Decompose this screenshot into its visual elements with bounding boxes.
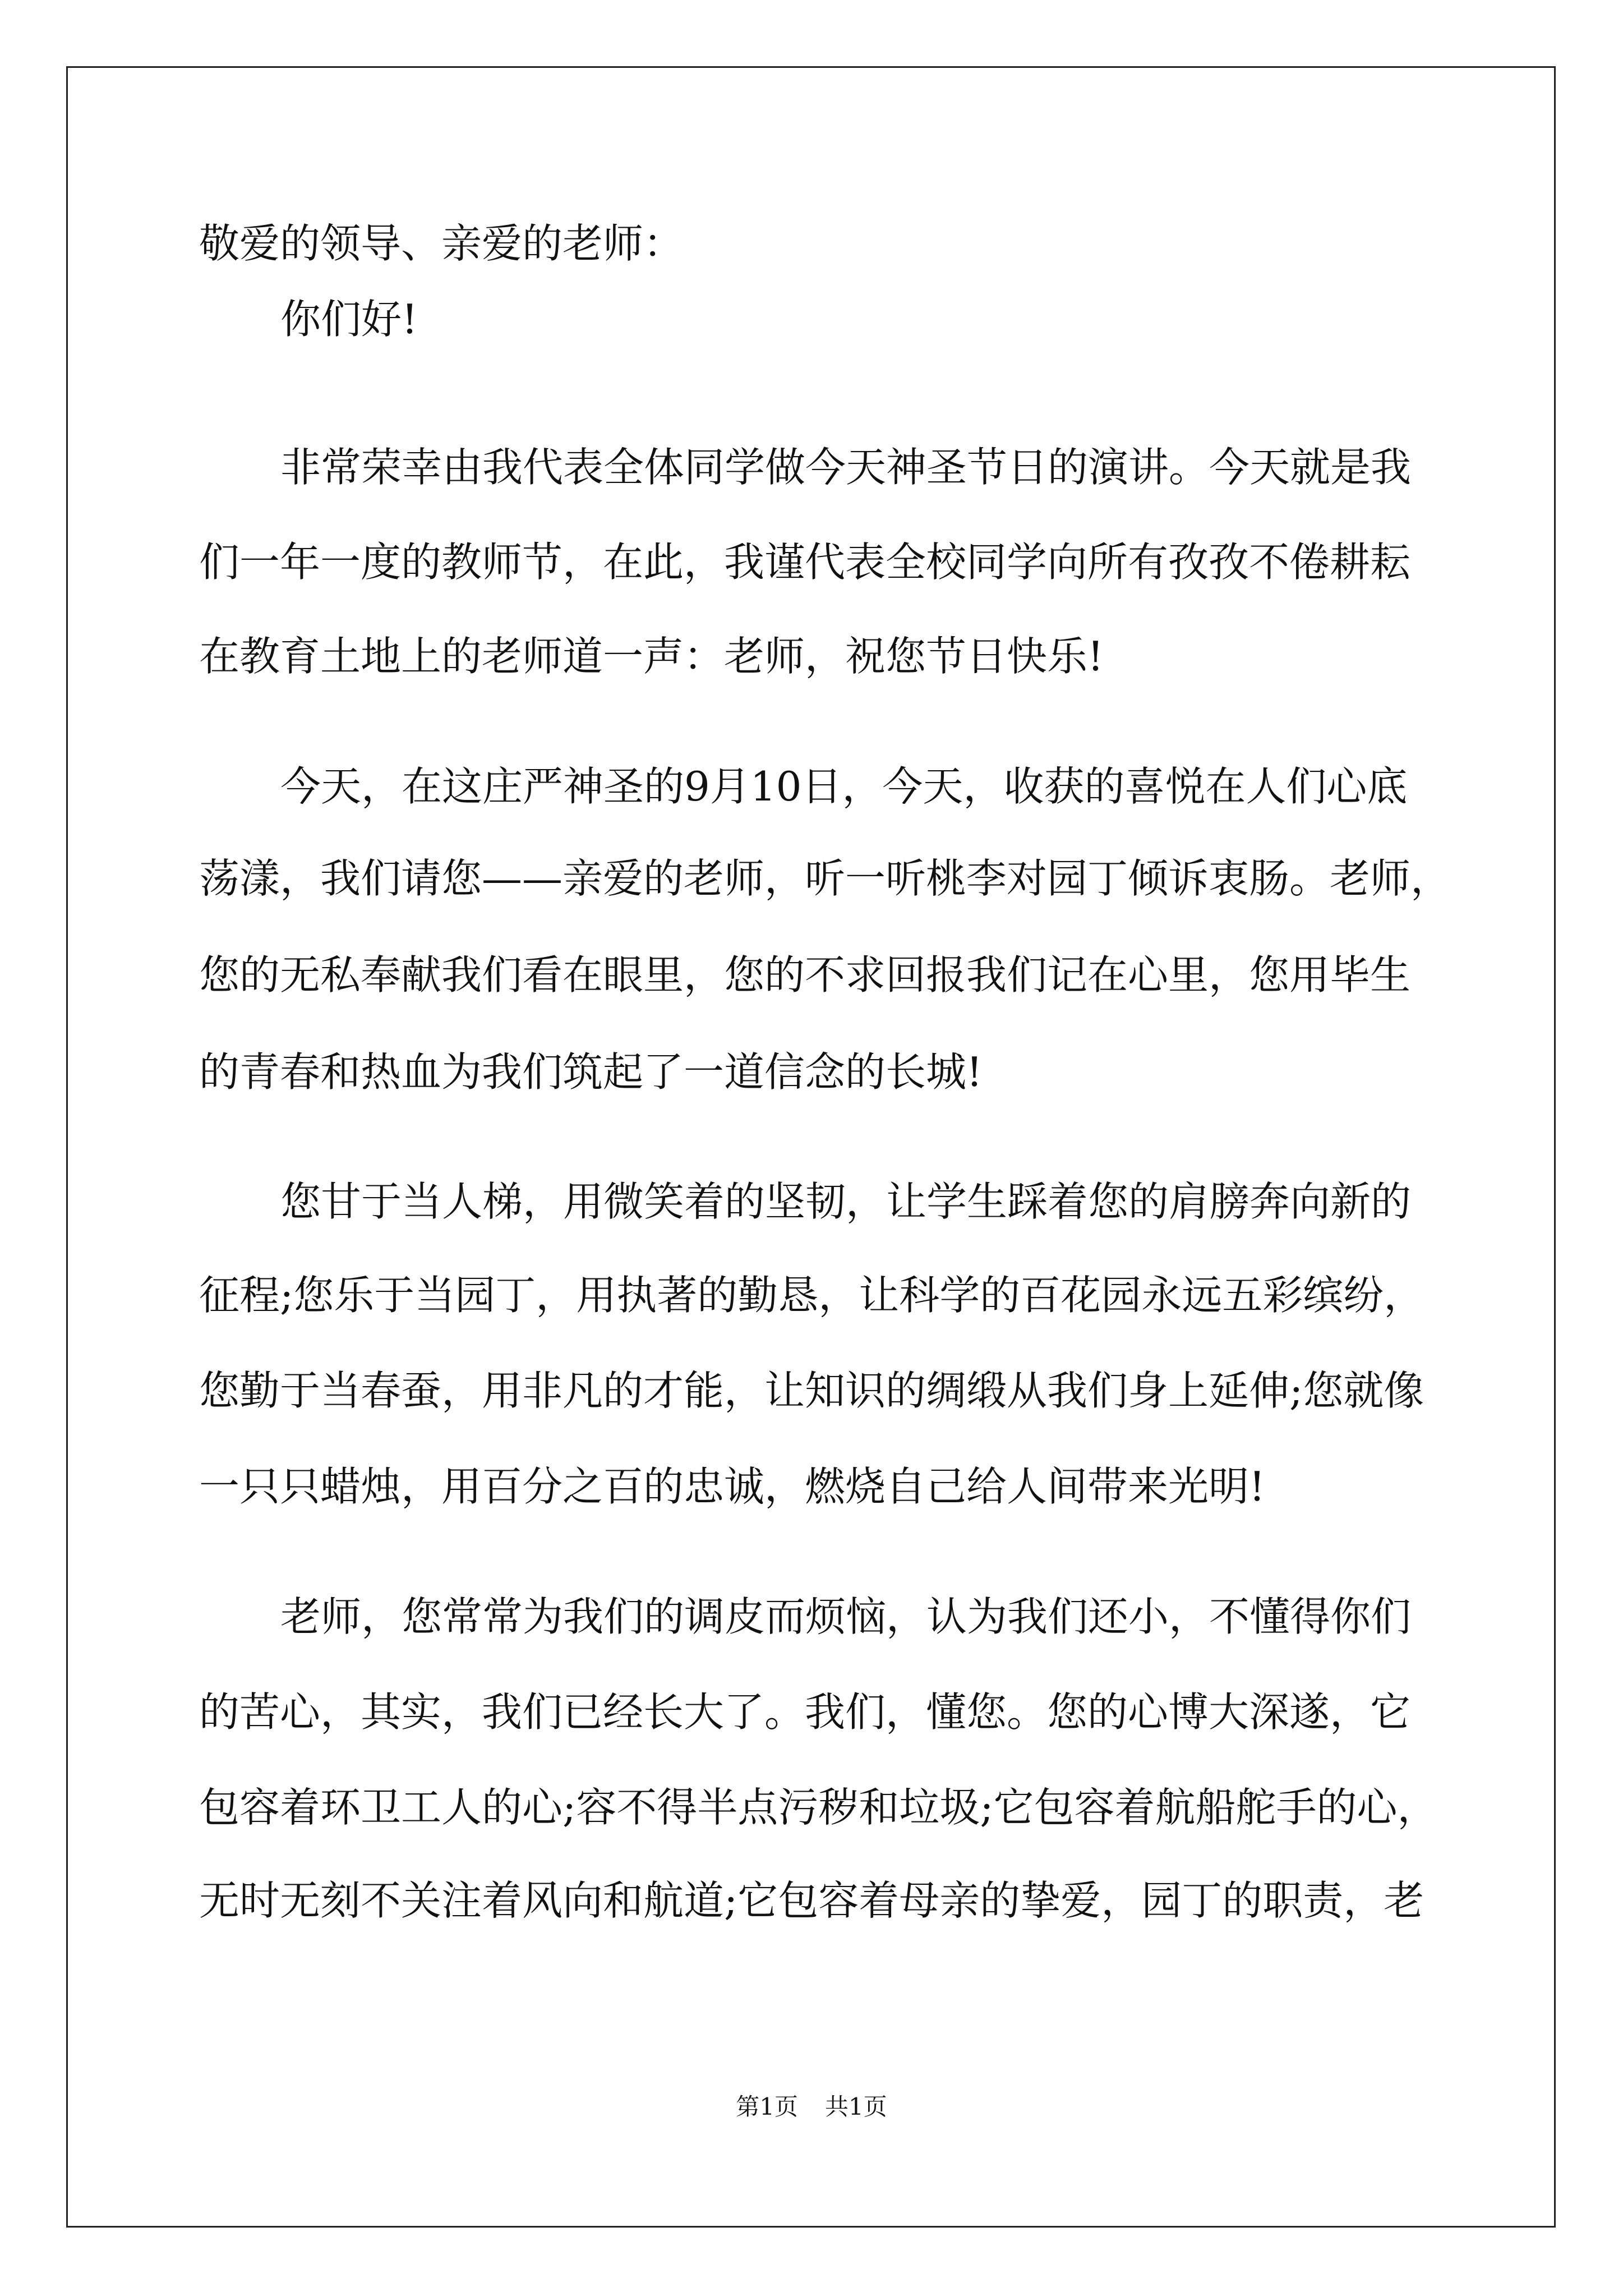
paragraph-3-line-3: 您勤于当春蚕，用非凡的才能，让知识的绸缎从我们身上延伸;您就像 <box>199 1367 1424 1414</box>
paragraph-4-line-3: 包容着环卫工人的心;容不得半点污秽和垃圾;它包容着航船舵手的心， <box>199 1784 1438 1831</box>
paragraph-4-line-2: 的苦心，其实，我们已经长大了。我们，懂您。您的心博大深遂，它 <box>199 1688 1411 1736</box>
page-total: 共1页 <box>825 2093 887 2120</box>
page-footer <box>0 2095 1623 2119</box>
paragraph-3-line-4: 一只只蜡烛，用百分之百的忠诚，燃烧自己给人间带来光明! <box>199 1463 1265 1510</box>
paragraph-2-line-3: 您的无私奉献我们看在眼里，您的不求回报我们记在心里，您用毕生 <box>199 951 1411 999</box>
paragraph-2-line-1: 今天，在这庄严神圣的9月10日，今天，收获的喜悦在人们心底 <box>280 763 1408 810</box>
greeting: 你们好! <box>280 296 418 343</box>
paragraph-2-line-4: 的青春和热血为我们筑起了一道信念的长城! <box>199 1048 983 1096</box>
paragraph-2-line-2: 荡漾，我们请您——亲爱的老师，听一听桃李对园丁倾诉衷肠。老师， <box>199 855 1451 902</box>
paragraph-3-line-1: 您甘于当人梯，用微笑着的坚韧，让学生踩着您的肩膀奔向新的 <box>280 1178 1412 1225</box>
salutation: 敬爱的领导、亲爱的老师： <box>199 220 684 267</box>
paragraph-3-line-2: 征程;您乐于当园丁，用执著的勤恳，让科学的百花园永远五彩缤纷， <box>199 1272 1424 1319</box>
paragraph-1-line-3: 在教育土地上的老师道一声：老师，祝您节日快乐! <box>199 633 1104 680</box>
paragraph-4-line-4: 无时无刻不关注着风向和航道;它包容着母亲的挚爱，园丁的职责，老 <box>199 1877 1424 1924</box>
paragraph-1-line-2: 们一年一度的教师节，在此，我谨代表全校同学向所有孜孜不倦耕耘 <box>199 539 1411 586</box>
page-number: 第1页 <box>736 2093 798 2120</box>
paragraph-1-line-1: 非常荣幸由我代表全体同学做今天神圣节日的演讲。今天就是我 <box>280 444 1412 491</box>
paragraph-4-line-1: 老师，您常常为我们的调皮而烦恼，认为我们还小，不懂得你们 <box>280 1593 1412 1640</box>
